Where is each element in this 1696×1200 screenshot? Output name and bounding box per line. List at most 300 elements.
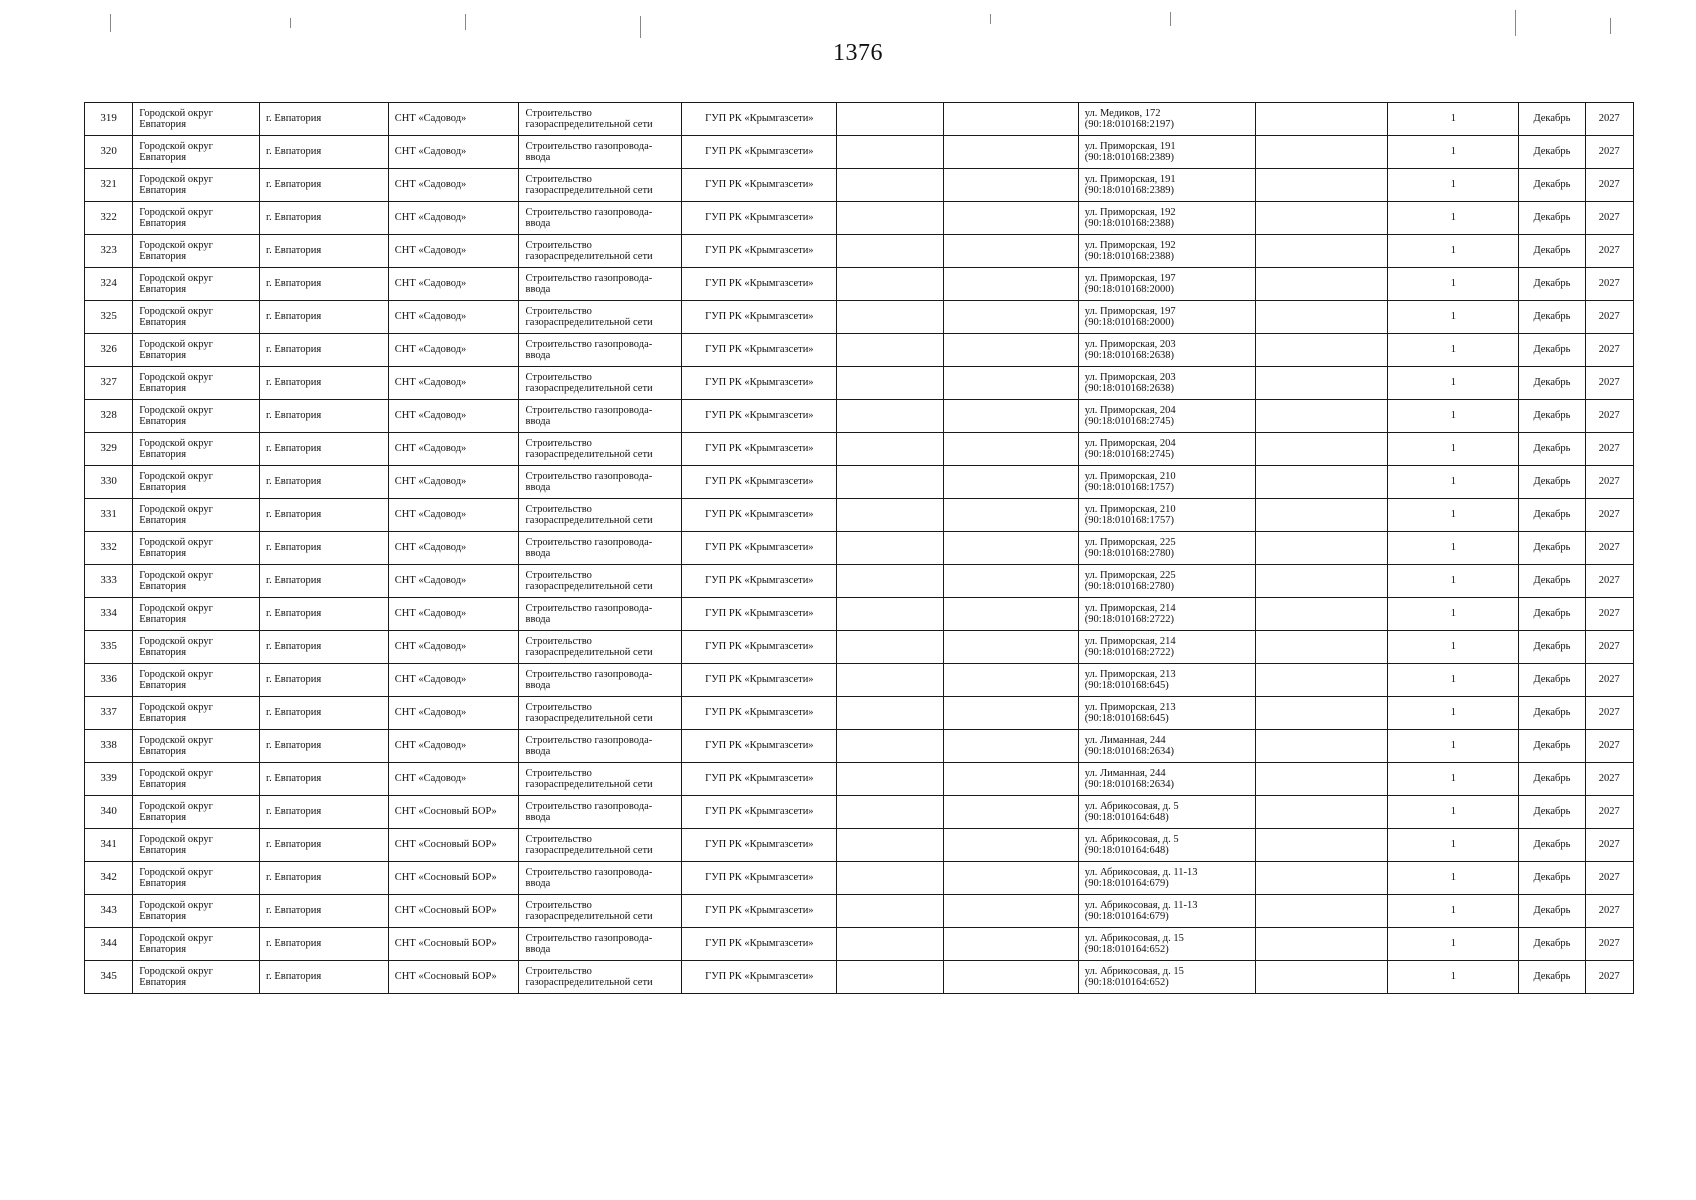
empty-cell-cell bbox=[1255, 532, 1388, 565]
address-cell bbox=[1078, 961, 1255, 994]
municipal-district-cell: Городской округ Евпатория bbox=[133, 235, 260, 268]
year-cell: 2027 bbox=[1585, 895, 1633, 928]
year-cell: 2027 bbox=[1585, 334, 1633, 367]
city-cell: г. Евпатория bbox=[260, 697, 389, 730]
month-cell: Декабрь bbox=[1519, 961, 1585, 994]
empty-cell-cell bbox=[1255, 301, 1388, 334]
month-cell: Декабрь bbox=[1519, 334, 1585, 367]
table-row bbox=[85, 961, 1634, 994]
municipal-district-cell: Городской округ Евпатория bbox=[133, 565, 260, 598]
cadastral-number: (90:18:010168:2389) bbox=[1084, 185, 1174, 196]
month-cell: Декабрь bbox=[1519, 895, 1585, 928]
cadastral-number: (90:18:010168:2638) bbox=[1084, 350, 1174, 361]
year-cell: 2027 bbox=[1585, 829, 1633, 862]
work-type-cell: Строительство газопровода-ввода bbox=[519, 796, 682, 829]
street-address: ул. Медиков, 172 bbox=[1084, 107, 1161, 119]
work-type-cell: Строительство газопровода-ввода bbox=[519, 862, 682, 895]
work-type-cell: Строительство газопровода-ввода bbox=[519, 400, 682, 433]
cadastral-number: (90:18:010168:2638) bbox=[1084, 383, 1174, 394]
empty-cell-cell bbox=[837, 829, 944, 862]
cadastral-number: (90:18:010168:1757) bbox=[1084, 482, 1174, 493]
row-number-cell: 319 bbox=[85, 103, 133, 136]
row-number-cell: 322 bbox=[85, 202, 133, 235]
year-cell: 2027 bbox=[1585, 565, 1633, 598]
row-number-cell: 345 bbox=[85, 961, 133, 994]
month-cell: Декабрь bbox=[1519, 499, 1585, 532]
empty-cell-cell bbox=[943, 103, 1078, 136]
empty-cell-cell bbox=[943, 631, 1078, 664]
month-cell: Декабрь bbox=[1519, 763, 1585, 796]
municipal-district-cell: Городской округ Евпатория bbox=[133, 268, 260, 301]
garden-society-cell: СНТ «Сосновый БОР» bbox=[388, 895, 519, 928]
empty-cell-cell bbox=[837, 730, 944, 763]
empty-cell-cell bbox=[837, 268, 944, 301]
work-type-cell: Строительство газораспределительной сети bbox=[519, 103, 682, 136]
row-number-cell: 330 bbox=[85, 466, 133, 499]
row-number-cell: 324 bbox=[85, 268, 133, 301]
empty-cell-cell bbox=[1255, 664, 1388, 697]
municipal-district-cell: Городской округ Евпатория bbox=[133, 664, 260, 697]
address-cell bbox=[1078, 532, 1255, 565]
empty-cell-cell bbox=[1255, 235, 1388, 268]
garden-society-cell: СНТ «Садовод» bbox=[388, 499, 519, 532]
garden-society-cell: СНТ «Садовод» bbox=[388, 565, 519, 598]
cadastral-number: (90:18:010168:645) bbox=[1084, 680, 1169, 691]
city-cell: г. Евпатория bbox=[260, 136, 389, 169]
month-cell: Декабрь bbox=[1519, 268, 1585, 301]
garden-society-cell: СНТ «Садовод» bbox=[388, 235, 519, 268]
city-cell: г. Евпатория bbox=[260, 433, 389, 466]
month-cell: Декабрь bbox=[1519, 532, 1585, 565]
table-row bbox=[85, 631, 1634, 664]
work-type-cell: Строительство газораспределительной сети bbox=[519, 301, 682, 334]
table-row bbox=[85, 103, 1634, 136]
table-row bbox=[85, 895, 1634, 928]
city-cell: г. Евпатория bbox=[260, 961, 389, 994]
organization-cell: ГУП РК «Крымгазсети» bbox=[682, 334, 837, 367]
empty-cell-cell bbox=[1255, 466, 1388, 499]
municipal-district-cell: Городской округ Евпатория bbox=[133, 400, 260, 433]
city-cell: г. Евпатория bbox=[260, 928, 389, 961]
empty-cell-cell bbox=[1255, 763, 1388, 796]
quantity-cell: 1 bbox=[1388, 301, 1519, 334]
address-cell bbox=[1078, 169, 1255, 202]
empty-cell-cell bbox=[1255, 961, 1388, 994]
cadastral-number: (90:18:010168:2745) bbox=[1084, 449, 1174, 460]
empty-cell-cell bbox=[943, 334, 1078, 367]
empty-cell-cell bbox=[943, 796, 1078, 829]
municipal-district-cell: Городской округ Евпатория bbox=[133, 730, 260, 763]
organization-cell: ГУП РК «Крымгазсети» bbox=[682, 169, 837, 202]
empty-cell-cell bbox=[943, 169, 1078, 202]
municipal-district-cell: Городской округ Евпатория bbox=[133, 334, 260, 367]
empty-cell-cell bbox=[837, 169, 944, 202]
empty-cell-cell bbox=[943, 202, 1078, 235]
month-cell: Декабрь bbox=[1519, 928, 1585, 961]
quantity-cell: 1 bbox=[1388, 730, 1519, 763]
municipal-district-cell: Городской округ Евпатория bbox=[133, 499, 260, 532]
month-cell: Декабрь bbox=[1519, 565, 1585, 598]
empty-cell-cell bbox=[837, 928, 944, 961]
scan-speck bbox=[990, 14, 991, 24]
empty-cell-cell bbox=[837, 235, 944, 268]
city-cell: г. Евпатория bbox=[260, 895, 389, 928]
organization-cell: ГУП РК «Крымгазсети» bbox=[682, 433, 837, 466]
street-address: ул. Приморская, 214 bbox=[1084, 602, 1176, 614]
quantity-cell: 1 bbox=[1388, 169, 1519, 202]
municipal-district-cell: Городской округ Евпатория bbox=[133, 169, 260, 202]
row-number-cell: 344 bbox=[85, 928, 133, 961]
table-row bbox=[85, 763, 1634, 796]
row-number-cell: 335 bbox=[85, 631, 133, 664]
month-cell: Декабрь bbox=[1519, 367, 1585, 400]
garden-society-cell: СНТ «Садовод» bbox=[388, 697, 519, 730]
work-type-cell: Строительство газопровода-ввода bbox=[519, 532, 682, 565]
empty-cell-cell bbox=[837, 565, 944, 598]
month-cell: Декабрь bbox=[1519, 433, 1585, 466]
work-type-cell: Строительство газораспределительной сети bbox=[519, 235, 682, 268]
address-cell bbox=[1078, 598, 1255, 631]
street-address: ул. Абрикосовая, д. 15 bbox=[1084, 965, 1184, 977]
address-cell bbox=[1078, 565, 1255, 598]
empty-cell-cell bbox=[837, 862, 944, 895]
empty-cell-cell bbox=[837, 433, 944, 466]
row-number-cell: 329 bbox=[85, 433, 133, 466]
year-cell: 2027 bbox=[1585, 532, 1633, 565]
table-row bbox=[85, 697, 1634, 730]
empty-cell-cell bbox=[943, 829, 1078, 862]
page-number: 1376 bbox=[833, 40, 883, 66]
row-number-cell: 328 bbox=[85, 400, 133, 433]
city-cell: г. Евпатория bbox=[260, 664, 389, 697]
organization-cell: ГУП РК «Крымгазсети» bbox=[682, 301, 837, 334]
row-number-cell: 339 bbox=[85, 763, 133, 796]
work-type-cell: Строительство газопровода-ввода bbox=[519, 730, 682, 763]
address-cell bbox=[1078, 664, 1255, 697]
address-cell bbox=[1078, 928, 1255, 961]
table-row bbox=[85, 466, 1634, 499]
organization-cell: ГУП РК «Крымгазсети» bbox=[682, 235, 837, 268]
quantity-cell: 1 bbox=[1388, 763, 1519, 796]
organization-cell: ГУП РК «Крымгазсети» bbox=[682, 367, 837, 400]
row-number-cell: 321 bbox=[85, 169, 133, 202]
empty-cell-cell bbox=[1255, 499, 1388, 532]
row-number-cell: 342 bbox=[85, 862, 133, 895]
table-row bbox=[85, 928, 1634, 961]
garden-society-cell: СНТ «Сосновый БОР» bbox=[388, 862, 519, 895]
organization-cell: ГУП РК «Крымгазсети» bbox=[682, 565, 837, 598]
empty-cell-cell bbox=[943, 697, 1078, 730]
empty-cell-cell bbox=[837, 697, 944, 730]
cadastral-number: (90:18:010168:2388) bbox=[1084, 218, 1174, 229]
address-cell bbox=[1078, 400, 1255, 433]
garden-society-cell: СНТ «Сосновый БОР» bbox=[388, 829, 519, 862]
empty-cell-cell bbox=[1255, 136, 1388, 169]
year-cell: 2027 bbox=[1585, 631, 1633, 664]
table-row bbox=[85, 532, 1634, 565]
empty-cell-cell bbox=[837, 631, 944, 664]
street-address: ул. Приморская, 213 bbox=[1084, 668, 1176, 680]
city-cell: г. Евпатория bbox=[260, 796, 389, 829]
table-row bbox=[85, 499, 1634, 532]
quantity-cell: 1 bbox=[1388, 796, 1519, 829]
cadastral-number: (90:18:010164:652) bbox=[1084, 944, 1169, 955]
organization-cell: ГУП РК «Крымгазсети» bbox=[682, 763, 837, 796]
address-cell bbox=[1078, 697, 1255, 730]
empty-cell-cell bbox=[837, 598, 944, 631]
work-type-cell: Строительство газораспределительной сети bbox=[519, 829, 682, 862]
empty-cell-cell bbox=[1255, 202, 1388, 235]
quantity-cell: 1 bbox=[1388, 136, 1519, 169]
quantity-cell: 1 bbox=[1388, 433, 1519, 466]
street-address: ул. Приморская, 214 bbox=[1084, 635, 1176, 647]
city-cell: г. Евпатория bbox=[260, 598, 389, 631]
work-type-cell: Строительство газопровода-ввода bbox=[519, 466, 682, 499]
year-cell: 2027 bbox=[1585, 301, 1633, 334]
cadastral-number: (90:18:010168:2634) bbox=[1084, 779, 1174, 790]
quantity-cell: 1 bbox=[1388, 499, 1519, 532]
empty-cell-cell bbox=[1255, 862, 1388, 895]
garden-society-cell: СНТ «Садовод» bbox=[388, 664, 519, 697]
address-cell bbox=[1078, 433, 1255, 466]
address-cell bbox=[1078, 862, 1255, 895]
registry-body bbox=[85, 103, 1634, 994]
row-number-cell: 326 bbox=[85, 334, 133, 367]
year-cell: 2027 bbox=[1585, 796, 1633, 829]
empty-cell-cell bbox=[1255, 895, 1388, 928]
table-row bbox=[85, 202, 1634, 235]
cadastral-number: (90:18:010168:2197) bbox=[1084, 119, 1174, 130]
street-address: ул. Приморская, 203 bbox=[1084, 338, 1176, 350]
work-type-cell: Строительство газораспределительной сети bbox=[519, 169, 682, 202]
quantity-cell: 1 bbox=[1388, 235, 1519, 268]
street-address: ул. Абрикосовая, д. 5 bbox=[1084, 800, 1179, 812]
empty-cell-cell bbox=[1255, 400, 1388, 433]
empty-cell-cell bbox=[943, 763, 1078, 796]
municipal-district-cell: Городской округ Евпатория bbox=[133, 202, 260, 235]
empty-cell-cell bbox=[837, 895, 944, 928]
row-number-cell: 320 bbox=[85, 136, 133, 169]
quantity-cell: 1 bbox=[1388, 895, 1519, 928]
street-address: ул. Приморская, 210 bbox=[1084, 470, 1176, 482]
organization-cell: ГУП РК «Крымгазсети» bbox=[682, 532, 837, 565]
municipal-district-cell: Городской округ Евпатория bbox=[133, 631, 260, 664]
year-cell: 2027 bbox=[1585, 367, 1633, 400]
organization-cell: ГУП РК «Крымгазсети» bbox=[682, 664, 837, 697]
row-number-cell: 332 bbox=[85, 532, 133, 565]
month-cell: Декабрь bbox=[1519, 466, 1585, 499]
garden-society-cell: СНТ «Садовод» bbox=[388, 334, 519, 367]
empty-cell-cell bbox=[1255, 169, 1388, 202]
quantity-cell: 1 bbox=[1388, 631, 1519, 664]
table-row bbox=[85, 169, 1634, 202]
cadastral-number: (90:18:010168:2722) bbox=[1084, 614, 1174, 625]
municipal-district-cell: Городской округ Евпатория bbox=[133, 961, 260, 994]
year-cell: 2027 bbox=[1585, 466, 1633, 499]
quantity-cell: 1 bbox=[1388, 367, 1519, 400]
street-address: ул. Приморская, 210 bbox=[1084, 503, 1176, 515]
organization-cell: ГУП РК «Крымгазсети» bbox=[682, 103, 837, 136]
empty-cell-cell bbox=[1255, 730, 1388, 763]
empty-cell-cell bbox=[943, 598, 1078, 631]
address-cell bbox=[1078, 334, 1255, 367]
garden-society-cell: СНТ «Садовод» bbox=[388, 367, 519, 400]
empty-cell-cell bbox=[943, 433, 1078, 466]
empty-cell-cell bbox=[943, 301, 1078, 334]
garden-society-cell: СНТ «Садовод» bbox=[388, 433, 519, 466]
address-cell bbox=[1078, 763, 1255, 796]
organization-cell: ГУП РК «Крымгазсети» bbox=[682, 499, 837, 532]
work-type-cell: Строительство газопровода-ввода bbox=[519, 928, 682, 961]
address-cell bbox=[1078, 301, 1255, 334]
empty-cell-cell bbox=[943, 565, 1078, 598]
year-cell: 2027 bbox=[1585, 202, 1633, 235]
street-address: ул. Приморская, 204 bbox=[1084, 437, 1176, 449]
empty-cell-cell bbox=[837, 796, 944, 829]
year-cell: 2027 bbox=[1585, 169, 1633, 202]
month-cell: Декабрь bbox=[1519, 301, 1585, 334]
month-cell: Декабрь bbox=[1519, 697, 1585, 730]
row-number-cell: 333 bbox=[85, 565, 133, 598]
address-cell bbox=[1078, 631, 1255, 664]
empty-cell-cell bbox=[1255, 598, 1388, 631]
row-number-cell: 334 bbox=[85, 598, 133, 631]
quantity-cell: 1 bbox=[1388, 862, 1519, 895]
table-row bbox=[85, 829, 1634, 862]
city-cell: г. Евпатория bbox=[260, 103, 389, 136]
month-cell: Декабрь bbox=[1519, 730, 1585, 763]
work-type-cell: Строительство газопровода-ввода bbox=[519, 334, 682, 367]
empty-cell-cell bbox=[1255, 268, 1388, 301]
empty-cell-cell bbox=[837, 664, 944, 697]
city-cell: г. Евпатория bbox=[260, 169, 389, 202]
organization-cell: ГУП РК «Крымгазсети» bbox=[682, 268, 837, 301]
work-type-cell: Строительство газопровода-ввода bbox=[519, 598, 682, 631]
work-type-cell: Строительство газопровода-ввода bbox=[519, 136, 682, 169]
cadastral-number: (90:18:010168:2389) bbox=[1084, 152, 1174, 163]
organization-cell: ГУП РК «Крымгазсети» bbox=[682, 895, 837, 928]
city-cell: г. Евпатория bbox=[260, 268, 389, 301]
empty-cell-cell bbox=[837, 763, 944, 796]
empty-cell-cell bbox=[943, 532, 1078, 565]
empty-cell-cell bbox=[943, 268, 1078, 301]
table-row bbox=[85, 730, 1634, 763]
organization-cell: ГУП РК «Крымгазсети» bbox=[682, 928, 837, 961]
quantity-cell: 1 bbox=[1388, 664, 1519, 697]
empty-cell-cell bbox=[943, 136, 1078, 169]
quantity-cell: 1 bbox=[1388, 466, 1519, 499]
municipal-district-cell: Городской округ Евпатория bbox=[133, 301, 260, 334]
address-cell bbox=[1078, 136, 1255, 169]
work-type-cell: Строительство газораспределительной сети bbox=[519, 565, 682, 598]
municipal-district-cell: Городской округ Евпатория bbox=[133, 697, 260, 730]
month-cell: Декабрь bbox=[1519, 103, 1585, 136]
row-number-cell: 340 bbox=[85, 796, 133, 829]
scan-speck bbox=[290, 18, 291, 28]
table-row bbox=[85, 367, 1634, 400]
cadastral-number: (90:18:010164:679) bbox=[1084, 911, 1169, 922]
empty-cell-cell bbox=[837, 367, 944, 400]
organization-cell: ГУП РК «Крымгазсети» bbox=[682, 136, 837, 169]
month-cell: Декабрь bbox=[1519, 400, 1585, 433]
table-row bbox=[85, 433, 1634, 466]
garden-society-cell: СНТ «Сосновый БОР» bbox=[388, 928, 519, 961]
cadastral-number: (90:18:010168:2634) bbox=[1084, 746, 1174, 757]
city-cell: г. Евпатория bbox=[260, 532, 389, 565]
organization-cell: ГУП РК «Крымгазсети» bbox=[682, 961, 837, 994]
quantity-cell: 1 bbox=[1388, 961, 1519, 994]
cadastral-number: (90:18:010168:2000) bbox=[1084, 317, 1174, 328]
organization-cell: ГУП РК «Крымгазсети» bbox=[682, 631, 837, 664]
empty-cell-cell bbox=[1255, 829, 1388, 862]
table-row bbox=[85, 796, 1634, 829]
work-type-cell: Строительство газопровода-ввода bbox=[519, 202, 682, 235]
cadastral-number: (90:18:010164:652) bbox=[1084, 977, 1169, 988]
scan-speck bbox=[465, 14, 466, 30]
table-row bbox=[85, 136, 1634, 169]
city-cell: г. Евпатория bbox=[260, 730, 389, 763]
organization-cell: ГУП РК «Крымгазсети» bbox=[682, 829, 837, 862]
street-address: ул. Лиманная, 244 bbox=[1084, 767, 1166, 779]
street-address: ул. Лиманная, 244 bbox=[1084, 734, 1166, 746]
year-cell: 2027 bbox=[1585, 268, 1633, 301]
organization-cell: ГУП РК «Крымгазсети» bbox=[682, 730, 837, 763]
work-type-cell: Строительство газораспределительной сети bbox=[519, 961, 682, 994]
organization-cell: ГУП РК «Крымгазсети» bbox=[682, 862, 837, 895]
quantity-cell: 1 bbox=[1388, 268, 1519, 301]
empty-cell-cell bbox=[1255, 103, 1388, 136]
city-cell: г. Евпатория bbox=[260, 829, 389, 862]
empty-cell-cell bbox=[1255, 433, 1388, 466]
address-cell bbox=[1078, 829, 1255, 862]
municipal-district-cell: Городской округ Евпатория bbox=[133, 862, 260, 895]
year-cell: 2027 bbox=[1585, 598, 1633, 631]
city-cell: г. Евпатория bbox=[260, 862, 389, 895]
year-cell: 2027 bbox=[1585, 961, 1633, 994]
year-cell: 2027 bbox=[1585, 928, 1633, 961]
street-address: ул. Абрикосовая, д. 15 bbox=[1084, 932, 1184, 944]
empty-cell-cell bbox=[1255, 928, 1388, 961]
gasification-registry-table bbox=[84, 102, 1634, 994]
address-cell bbox=[1078, 367, 1255, 400]
year-cell: 2027 bbox=[1585, 433, 1633, 466]
table-row bbox=[85, 664, 1634, 697]
address-cell bbox=[1078, 202, 1255, 235]
empty-cell-cell bbox=[837, 532, 944, 565]
table-row bbox=[85, 598, 1634, 631]
garden-society-cell: СНТ «Садовод» bbox=[388, 136, 519, 169]
street-address: ул. Приморская, 213 bbox=[1084, 701, 1176, 713]
month-cell: Декабрь bbox=[1519, 169, 1585, 202]
garden-society-cell: СНТ «Садовод» bbox=[388, 763, 519, 796]
month-cell: Декабрь bbox=[1519, 235, 1585, 268]
organization-cell: ГУП РК «Крымгазсети» bbox=[682, 202, 837, 235]
garden-society-cell: СНТ «Садовод» bbox=[388, 532, 519, 565]
work-type-cell: Строительство газораспределительной сети bbox=[519, 763, 682, 796]
municipal-district-cell: Городской округ Евпатория bbox=[133, 136, 260, 169]
empty-cell-cell bbox=[837, 103, 944, 136]
year-cell: 2027 bbox=[1585, 235, 1633, 268]
garden-society-cell: СНТ «Садовод» bbox=[388, 103, 519, 136]
work-type-cell: Строительство газораспределительной сети bbox=[519, 697, 682, 730]
organization-cell: ГУП РК «Крымгазсети» bbox=[682, 466, 837, 499]
street-address: ул. Приморская, 225 bbox=[1084, 536, 1176, 548]
street-address: ул. Абрикосовая, д. 11-13 bbox=[1084, 899, 1198, 911]
quantity-cell: 1 bbox=[1388, 565, 1519, 598]
empty-cell-cell bbox=[1255, 565, 1388, 598]
empty-cell-cell bbox=[837, 334, 944, 367]
row-number-cell: 341 bbox=[85, 829, 133, 862]
